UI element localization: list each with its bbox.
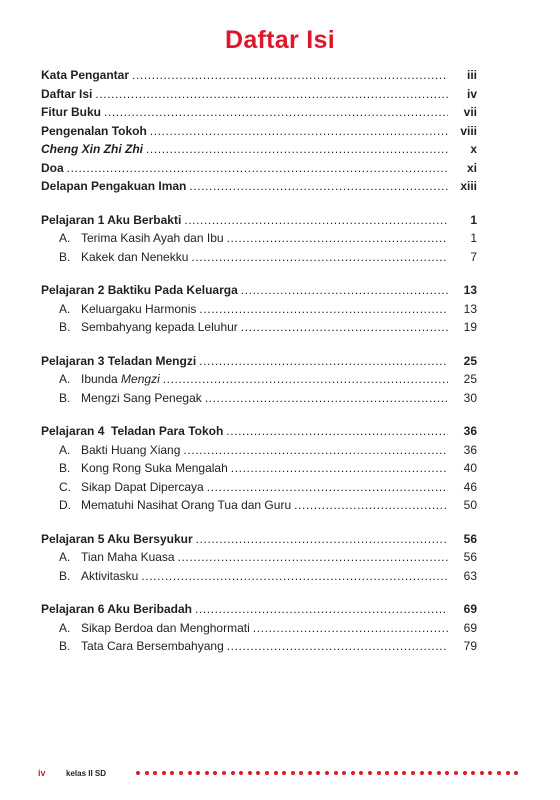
toc-entry-label: Daftar Isi <box>41 86 93 101</box>
toc-subsection[interactable] <box>41 619 477 638</box>
toc-subsection-label: Kong Rong Suka Mengalah <box>81 461 228 475</box>
toc-page-number: 69 <box>463 602 477 616</box>
footer-dot <box>265 771 269 775</box>
footer-dot <box>299 771 303 775</box>
footer-dot <box>463 771 467 775</box>
toc-entry-label: Doa <box>41 160 64 175</box>
toc-page-number: 25 <box>463 353 477 368</box>
toc-page-number: 1 <box>470 231 477 245</box>
toc-page-number: vii <box>463 105 477 119</box>
toc-page-number: xi <box>466 160 477 175</box>
footer-dot <box>351 771 355 775</box>
dot-leader <box>183 441 448 460</box>
footer-dot <box>411 771 415 775</box>
footer-dot <box>368 771 372 775</box>
dot-leader <box>253 619 448 638</box>
toc-page-number: xiii <box>460 179 477 193</box>
footer-dot <box>196 771 200 775</box>
toc-subsection-label: Kakek dan Nenekku <box>81 249 189 264</box>
footer-book-label: kelas II SD <box>66 768 107 778</box>
toc-subsection-label: Mematuhi Nasihat Orang Tua dan Guru <box>81 498 292 512</box>
dot-leader <box>184 211 448 230</box>
toc-subsection-label: Aktivitasku <box>81 568 139 583</box>
toc-page-number: 63 <box>463 568 477 583</box>
toc-page-number: 36 <box>463 442 477 457</box>
footer-dot <box>420 771 424 775</box>
toc-entry-label: Cheng Xin Zhi Zhi <box>41 142 143 156</box>
footer-dot <box>222 771 226 775</box>
toc-entry-daftar-isi[interactable] <box>41 85 477 104</box>
toc-subsection[interactable] <box>41 229 477 248</box>
dot-leader <box>141 567 448 586</box>
footer-page-number: iv <box>38 768 46 778</box>
toc-subsection[interactable] <box>41 478 477 497</box>
dot-leader <box>199 352 448 371</box>
toc-page-number: x <box>470 142 477 156</box>
dot-leader <box>95 85 448 104</box>
footer-dot <box>162 771 166 775</box>
toc-subsection-label: Keluargaku Harmonis <box>81 301 197 316</box>
toc-page-number: 46 <box>463 479 477 494</box>
dot-leader <box>189 177 448 196</box>
footer-dot <box>514 771 518 775</box>
footer-dot <box>506 771 510 775</box>
footer-dot <box>248 771 252 775</box>
toc-entry-label: Fitur Buku <box>41 105 101 119</box>
toc-subsection[interactable] <box>41 248 477 267</box>
toc-chapter-title: Pelajaran 1 Aku Berbakti <box>41 212 182 227</box>
footer-dot <box>437 771 441 775</box>
toc-subsection[interactable] <box>41 548 477 567</box>
dot-leader <box>199 300 448 319</box>
toc-chapter-title: Pelajaran 3 Teladan Mengzi <box>41 353 197 368</box>
toc-page-number: iv <box>466 86 477 101</box>
footer-dot <box>256 771 260 775</box>
toc-subsection-letter: A. <box>59 231 71 245</box>
footer-dot <box>428 771 432 775</box>
toc-page-number: 79 <box>463 639 477 653</box>
toc-entry-fitur-buku[interactable] <box>41 103 477 122</box>
dot-leader <box>231 459 448 478</box>
footer-dot <box>334 771 338 775</box>
footer-dot <box>179 771 183 775</box>
toc-subsection[interactable] <box>41 370 477 389</box>
toc-entry-label: Delapan Pengakuan Iman <box>41 179 187 193</box>
footer-dot <box>325 771 329 775</box>
footer-dot <box>231 771 235 775</box>
toc-entry-label: Pengenalan Tokoh <box>41 123 147 138</box>
toc-chapter-5[interactable] <box>41 530 477 549</box>
toc-subsection[interactable] <box>41 389 477 408</box>
page-footer <box>38 766 560 780</box>
toc-subsection[interactable] <box>41 300 477 319</box>
toc-page-number: 19 <box>463 320 477 334</box>
toc-subsection[interactable] <box>41 318 477 337</box>
dot-leader <box>227 229 448 248</box>
dot-leader <box>146 140 448 159</box>
dot-leader <box>195 600 448 619</box>
dot-leader <box>241 281 448 300</box>
footer-dot <box>153 771 157 775</box>
toc-subsection-label <box>81 370 160 389</box>
toc-subsection-label: Terima Kasih Ayah dan Ibu <box>81 231 224 245</box>
toc-subsection-label: Tata Cara Bersembahyang <box>81 639 224 653</box>
toc-subsection-letter: B. <box>59 249 71 264</box>
footer-dot <box>282 771 286 775</box>
toc-subsection-letter: B. <box>59 390 71 405</box>
footer-dot <box>308 771 312 775</box>
dot-leader <box>163 370 448 389</box>
toc-chapter-title: Pelajaran 4 Teladan Para Tokoh <box>41 424 224 438</box>
footer-dot <box>359 771 363 775</box>
toc-subsection-letter: B. <box>59 639 71 653</box>
toc-subsection-letter: A. <box>59 550 71 564</box>
footer-dot-border <box>136 771 518 775</box>
dot-leader <box>207 478 448 497</box>
toc-entry-pengenalan-tokoh[interactable] <box>41 122 477 141</box>
footer-dot <box>497 771 501 775</box>
toc-subsection-label: Mengzi Sang Penegak <box>81 390 202 405</box>
toc-subsection[interactable] <box>41 567 477 586</box>
toc-subsection-letter: D. <box>59 498 71 512</box>
dot-leader <box>294 496 448 515</box>
dot-leader <box>241 318 448 337</box>
toc-subsection-label: Sembahyang kepada Leluhur <box>81 320 238 334</box>
dot-leader <box>67 159 448 178</box>
toc-entry-delapan-pengakuan-iman[interactable] <box>41 177 477 196</box>
footer-dot <box>385 771 389 775</box>
toc-page-number: 36 <box>463 424 477 438</box>
toc-entry-kata-pengantar[interactable] <box>41 66 477 85</box>
footer-dot <box>471 771 475 775</box>
toc-chapter-title: Pelajaran 6 Aku Beribadah <box>41 602 192 616</box>
toc-subsection[interactable] <box>41 441 477 460</box>
toc-subsection-label: Tian Maha Kuasa <box>81 550 175 564</box>
toc-page-number: 1 <box>470 212 477 227</box>
toc-subsection-label: Bakti Huang Xiang <box>81 442 181 457</box>
toc-page-number: iii <box>466 68 477 82</box>
footer-dot <box>377 771 381 775</box>
toc-page-number: 30 <box>463 390 477 405</box>
toc-page-number: viii <box>460 123 477 138</box>
toc-chapter-2[interactable] <box>41 281 477 300</box>
footer-dot <box>342 771 346 775</box>
dot-leader <box>226 422 448 441</box>
footer-dot <box>394 771 398 775</box>
footer-dot <box>205 771 209 775</box>
toc-entry-cheng-xin-zhi-zhi[interactable] <box>41 140 477 159</box>
footer-dot <box>291 771 295 775</box>
toc-subsection-letter: B. <box>59 320 71 334</box>
toc-subsection-label-plain: Ibunda <box>81 372 122 386</box>
toc-page-number: 13 <box>463 301 477 316</box>
toc-subsection-label: Sikap Dapat Dipercaya <box>81 479 204 494</box>
toc-page-number: 25 <box>463 372 477 386</box>
dot-leader <box>132 66 448 85</box>
table-of-contents <box>41 66 477 656</box>
footer-dot <box>454 771 458 775</box>
toc-subsection-label: Sikap Berdoa dan Menghormati <box>81 620 250 635</box>
footer-dot <box>316 771 320 775</box>
toc-subsection-letter: C. <box>59 479 71 494</box>
footer-dot <box>480 771 484 775</box>
toc-chapter-title: Pelajaran 2 Baktiku Pada Keluarga <box>41 283 238 297</box>
toc-subsection-letter: A. <box>59 620 71 635</box>
toc-entry-label: Kata Pengantar <box>41 68 130 82</box>
toc-subsection[interactable] <box>41 459 477 478</box>
dot-leader <box>227 637 448 656</box>
toc-subsection[interactable] <box>41 637 477 656</box>
dot-leader <box>205 389 448 408</box>
toc-subsection-letter: A. <box>59 301 71 316</box>
footer-dot <box>188 771 192 775</box>
toc-subsection-letter: B. <box>59 461 71 475</box>
dot-leader <box>191 248 448 267</box>
toc-page-number: 56 <box>463 550 477 564</box>
toc-chapter-1[interactable] <box>41 211 477 230</box>
toc-chapter-4[interactable] <box>41 422 477 441</box>
toc-subsection-letter: A. <box>59 372 71 386</box>
toc-subsection-letter: B. <box>59 568 71 583</box>
toc-page-number: 50 <box>463 498 477 512</box>
toc-entry-doa[interactable] <box>41 159 477 178</box>
toc-page-number: 69 <box>463 620 477 635</box>
toc-subsection-letter: A. <box>59 442 71 457</box>
footer-dot <box>213 771 217 775</box>
dot-leader <box>104 103 448 122</box>
footer-dot <box>170 771 174 775</box>
toc-chapter-3[interactable] <box>41 352 477 371</box>
footer-dot <box>145 771 149 775</box>
toc-page-number: 13 <box>463 283 477 297</box>
toc-subsection[interactable] <box>41 496 477 515</box>
footer-dot <box>402 771 406 775</box>
dot-leader <box>178 548 448 567</box>
footer-dot <box>274 771 278 775</box>
toc-chapter-6[interactable] <box>41 600 477 619</box>
toc-page-number: 56 <box>463 531 477 546</box>
footer-dot <box>136 771 140 775</box>
footer-dot <box>488 771 492 775</box>
toc-page-number: 40 <box>463 461 477 475</box>
dot-leader <box>196 530 448 549</box>
footer-dot <box>445 771 449 775</box>
toc-page-number: 7 <box>470 249 477 264</box>
page-title: Daftar Isi <box>225 26 335 54</box>
footer-dot <box>239 771 243 775</box>
dot-leader <box>150 122 448 141</box>
toc-subsection-label-italic: Mengzi <box>121 372 160 386</box>
toc-chapter-title: Pelajaran 5 Aku Bersyukur <box>41 531 193 546</box>
